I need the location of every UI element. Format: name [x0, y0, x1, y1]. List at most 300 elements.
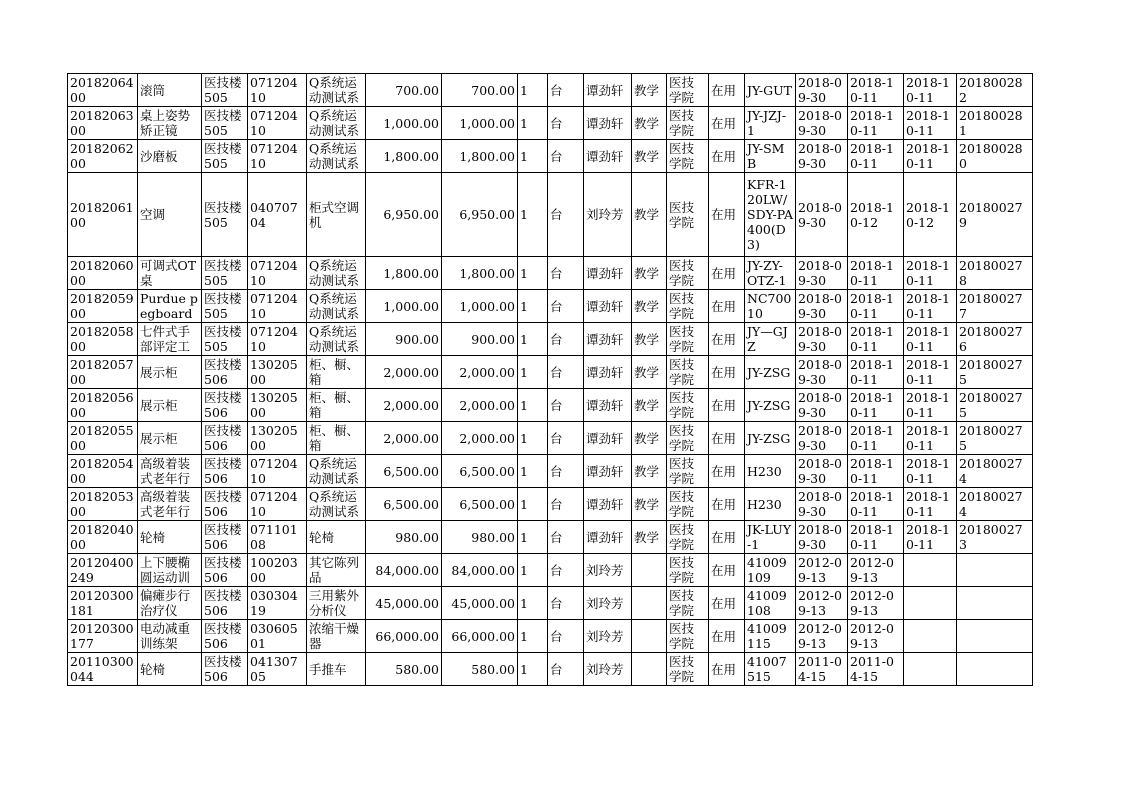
cell-class-code: 07120410 [248, 74, 307, 107]
cell-unit: 台 [548, 356, 584, 389]
cell-location: 医技楼505 [202, 74, 248, 107]
cell-asset-name: 高级着装式老年行 [138, 455, 202, 488]
cell-quantity: 1 [518, 488, 548, 521]
cell-unit-price: 45,000.00 [366, 587, 442, 620]
table-row [68, 356, 1033, 389]
cell-entry-date: 2018-10-11 [848, 521, 904, 554]
cell-unit: 台 [548, 290, 584, 323]
cell-model: 41009109 [745, 554, 796, 587]
cell-asset-name: 沙磨板 [138, 140, 202, 173]
cell-location: 医技楼506 [202, 554, 248, 587]
cell-unit: 台 [548, 323, 584, 356]
cell-asset-id: 20120300177 [68, 620, 138, 653]
cell-unit-price: 900.00 [366, 323, 442, 356]
cell-unit-price: 1,800.00 [366, 257, 442, 290]
cell-unit: 台 [548, 74, 584, 107]
cell-amount: 84,000.00 [442, 554, 518, 587]
cell-model: JY-ZSG [745, 356, 796, 389]
cell-user: 谭劲轩 [584, 290, 632, 323]
cell-user: 谭劲轩 [584, 521, 632, 554]
table-row [68, 140, 1033, 173]
cell-location: 医技楼506 [202, 620, 248, 653]
cell-booking-date: 2018-10-11 [904, 323, 957, 356]
cell-department: 医技学院 [667, 488, 709, 521]
cell-voucher-no: 201800278 [957, 257, 1033, 290]
cell-class-code: 13020500 [248, 356, 307, 389]
cell-asset-id: 20110300044 [68, 653, 138, 686]
table-row [68, 488, 1033, 521]
cell-department: 医技学院 [667, 422, 709, 455]
cell-user: 谭劲轩 [584, 323, 632, 356]
cell-asset-id: 2018205900 [68, 290, 138, 323]
cell-quantity: 1 [518, 173, 548, 257]
cell-usage: 教学 [632, 521, 667, 554]
cell-quantity: 1 [518, 422, 548, 455]
cell-voucher-no: 201800280 [957, 140, 1033, 173]
cell-class-name: Q系统运动测试系 [307, 107, 366, 140]
cell-asset-id: 2018206000 [68, 257, 138, 290]
cell-asset-id: 2018206200 [68, 140, 138, 173]
cell-usage: 教学 [632, 74, 667, 107]
cell-booking-date: 2018-10-11 [904, 290, 957, 323]
cell-voucher-no: 201800275 [957, 356, 1033, 389]
cell-model: JY-ZY-OTZ-1 [745, 257, 796, 290]
cell-department: 医技学院 [667, 653, 709, 686]
cell-asset-name: Purdue pegboard [138, 290, 202, 323]
cell-status: 在用 [709, 455, 745, 488]
cell-class-name: 轮椅 [307, 521, 366, 554]
cell-status: 在用 [709, 173, 745, 257]
cell-class-code: 13020500 [248, 422, 307, 455]
cell-asset-name: 展示柜 [138, 356, 202, 389]
cell-amount: 1,000.00 [442, 290, 518, 323]
cell-class-code: 07120410 [248, 488, 307, 521]
asset-table [67, 73, 1033, 686]
cell-model: JY-ZSG [745, 389, 796, 422]
cell-quantity: 1 [518, 140, 548, 173]
cell-entry-date: 2018-10-11 [848, 356, 904, 389]
cell-model: JK-LUY-1 [745, 521, 796, 554]
cell-location: 医技楼506 [202, 389, 248, 422]
cell-class-name: 浓缩干燥器 [307, 620, 366, 653]
cell-department: 医技学院 [667, 455, 709, 488]
cell-department: 医技学院 [667, 290, 709, 323]
table-row [68, 422, 1033, 455]
cell-voucher-no: 201800279 [957, 173, 1033, 257]
cell-quantity: 1 [518, 455, 548, 488]
cell-department: 医技学院 [667, 389, 709, 422]
cell-asset-name: 七件式手部评定工 [138, 323, 202, 356]
cell-purchase-date: 2018-09-30 [796, 74, 848, 107]
cell-location: 医技楼506 [202, 422, 248, 455]
cell-status: 在用 [709, 620, 745, 653]
cell-voucher-no: 201800274 [957, 488, 1033, 521]
cell-entry-date: 2018-10-11 [848, 257, 904, 290]
cell-model: JY-ZSG [745, 422, 796, 455]
cell-class-name: Q系统运动测试系 [307, 455, 366, 488]
table-row [68, 74, 1033, 107]
cell-status: 在用 [709, 74, 745, 107]
cell-location: 医技楼506 [202, 488, 248, 521]
cell-unit: 台 [548, 653, 584, 686]
cell-model: KFR-120LW/SDY-PA400(D3) [745, 173, 796, 257]
cell-booking-date: 2018-10-11 [904, 521, 957, 554]
cell-department: 医技学院 [667, 323, 709, 356]
cell-unit-price: 580.00 [366, 653, 442, 686]
cell-class-name: 柜、橱、箱 [307, 389, 366, 422]
cell-purchase-date: 2018-09-30 [796, 140, 848, 173]
cell-booking-date: 2018-10-11 [904, 356, 957, 389]
cell-purchase-date: 2018-09-30 [796, 107, 848, 140]
cell-purchase-date: 2018-09-30 [796, 257, 848, 290]
cell-status: 在用 [709, 653, 745, 686]
table-row [68, 587, 1033, 620]
cell-unit: 台 [548, 422, 584, 455]
cell-model: JY-GUT [745, 74, 796, 107]
cell-booking-date: 2018-10-11 [904, 257, 957, 290]
cell-purchase-date: 2018-09-30 [796, 455, 848, 488]
cell-voucher-no [957, 554, 1033, 587]
cell-asset-name: 轮椅 [138, 521, 202, 554]
cell-usage: 教学 [632, 107, 667, 140]
cell-user: 刘玲芳 [584, 653, 632, 686]
cell-department: 医技学院 [667, 173, 709, 257]
cell-quantity: 1 [518, 587, 548, 620]
cell-user: 谭劲轩 [584, 74, 632, 107]
cell-booking-date [904, 620, 957, 653]
cell-amount: 45,000.00 [442, 587, 518, 620]
cell-asset-name: 桌上姿势矫正镜 [138, 107, 202, 140]
cell-unit: 台 [548, 455, 584, 488]
cell-usage: 教学 [632, 140, 667, 173]
cell-asset-name: 高级着装式老年行 [138, 488, 202, 521]
cell-usage [632, 554, 667, 587]
cell-model: H230 [745, 455, 796, 488]
cell-status: 在用 [709, 587, 745, 620]
cell-usage: 教学 [632, 422, 667, 455]
cell-quantity: 1 [518, 389, 548, 422]
cell-location: 医技楼505 [202, 257, 248, 290]
cell-voucher-no: 201800276 [957, 323, 1033, 356]
cell-status: 在用 [709, 488, 745, 521]
cell-asset-id: 2018205700 [68, 356, 138, 389]
cell-amount: 580.00 [442, 653, 518, 686]
cell-usage: 教学 [632, 389, 667, 422]
cell-asset-name: 电动减重训练架 [138, 620, 202, 653]
cell-class-code: 03030419 [248, 587, 307, 620]
cell-voucher-no: 201800275 [957, 389, 1033, 422]
cell-class-name: Q系统运动测试系 [307, 257, 366, 290]
cell-status: 在用 [709, 356, 745, 389]
cell-entry-date: 2012-09-13 [848, 554, 904, 587]
cell-unit-price: 1,800.00 [366, 140, 442, 173]
cell-asset-name: 展示柜 [138, 422, 202, 455]
cell-class-code: 07120410 [248, 140, 307, 173]
cell-voucher-no: 201800277 [957, 290, 1033, 323]
cell-usage: 教学 [632, 257, 667, 290]
cell-department: 医技学院 [667, 107, 709, 140]
cell-user: 谭劲轩 [584, 107, 632, 140]
cell-quantity: 1 [518, 521, 548, 554]
cell-amount: 2,000.00 [442, 422, 518, 455]
cell-usage: 教学 [632, 488, 667, 521]
cell-asset-name: 可调式OT桌 [138, 257, 202, 290]
table-row [68, 620, 1033, 653]
cell-class-name: 柜、橱、箱 [307, 422, 366, 455]
cell-user: 谭劲轩 [584, 422, 632, 455]
cell-booking-date: 2018-10-11 [904, 107, 957, 140]
cell-asset-name: 上下腰椭圆运动训 [138, 554, 202, 587]
cell-entry-date: 2012-09-13 [848, 620, 904, 653]
cell-asset-id: 2018205400 [68, 455, 138, 488]
cell-class-code: 13020500 [248, 389, 307, 422]
cell-entry-date: 2018-10-11 [848, 455, 904, 488]
table-row [68, 257, 1033, 290]
cell-class-code: 04070704 [248, 173, 307, 257]
cell-department: 医技学院 [667, 587, 709, 620]
cell-booking-date: 2018-10-11 [904, 455, 957, 488]
cell-department: 医技学院 [667, 521, 709, 554]
cell-purchase-date: 2018-09-30 [796, 521, 848, 554]
cell-asset-id: 20120400249 [68, 554, 138, 587]
cell-voucher-no: 201800273 [957, 521, 1033, 554]
cell-class-name: Q系统运动测试系 [307, 488, 366, 521]
cell-unit: 台 [548, 554, 584, 587]
cell-unit-price: 6,500.00 [366, 488, 442, 521]
table-row [68, 173, 1033, 257]
cell-class-code: 07120410 [248, 323, 307, 356]
cell-model: JY-SMB [745, 140, 796, 173]
table-row [68, 290, 1033, 323]
cell-class-name: Q系统运动测试系 [307, 290, 366, 323]
table-row [68, 389, 1033, 422]
cell-class-code: 10020300 [248, 554, 307, 587]
cell-location: 医技楼505 [202, 290, 248, 323]
cell-entry-date: 2018-10-12 [848, 173, 904, 257]
cell-asset-name: 空调 [138, 173, 202, 257]
cell-booking-date: 2018-10-11 [904, 422, 957, 455]
cell-voucher-no: 201800281 [957, 107, 1033, 140]
table-row [68, 521, 1033, 554]
cell-usage: 教学 [632, 173, 667, 257]
cell-user: 刘玲芳 [584, 554, 632, 587]
cell-asset-id: 2018206100 [68, 173, 138, 257]
cell-unit-price: 6,500.00 [366, 455, 442, 488]
cell-purchase-date: 2012-09-13 [796, 587, 848, 620]
cell-user: 谭劲轩 [584, 488, 632, 521]
cell-voucher-no: 201800275 [957, 422, 1033, 455]
cell-user: 谭劲轩 [584, 455, 632, 488]
cell-status: 在用 [709, 140, 745, 173]
cell-entry-date: 2018-10-11 [848, 74, 904, 107]
cell-amount: 2,000.00 [442, 389, 518, 422]
cell-class-name: 其它陈列品 [307, 554, 366, 587]
cell-unit-price: 84,000.00 [366, 554, 442, 587]
cell-class-code: 07120410 [248, 290, 307, 323]
cell-model: H230 [745, 488, 796, 521]
cell-asset-id: 2018204000 [68, 521, 138, 554]
cell-entry-date: 2018-10-11 [848, 107, 904, 140]
cell-unit-price: 66,000.00 [366, 620, 442, 653]
cell-entry-date: 2018-10-11 [848, 488, 904, 521]
cell-usage [632, 653, 667, 686]
cell-entry-date: 2011-04-15 [848, 653, 904, 686]
cell-unit: 台 [548, 107, 584, 140]
cell-amount: 2,000.00 [442, 356, 518, 389]
cell-status: 在用 [709, 107, 745, 140]
cell-status: 在用 [709, 521, 745, 554]
cell-amount: 6,500.00 [442, 488, 518, 521]
cell-usage: 教学 [632, 455, 667, 488]
cell-asset-id: 2018206300 [68, 107, 138, 140]
cell-asset-name: 偏瘫步行治疗仪 [138, 587, 202, 620]
cell-entry-date: 2018-10-11 [848, 290, 904, 323]
cell-unit-price: 1,000.00 [366, 107, 442, 140]
cell-status: 在用 [709, 323, 745, 356]
cell-amount: 980.00 [442, 521, 518, 554]
cell-unit-price: 700.00 [366, 74, 442, 107]
cell-model: 41009115 [745, 620, 796, 653]
cell-booking-date: 2018-10-11 [904, 140, 957, 173]
cell-user: 谭劲轩 [584, 257, 632, 290]
cell-class-name: 柜、橱、箱 [307, 356, 366, 389]
cell-amount: 1,800.00 [442, 140, 518, 173]
cell-unit-price: 2,000.00 [366, 422, 442, 455]
cell-quantity: 1 [518, 74, 548, 107]
cell-amount: 6,950.00 [442, 173, 518, 257]
cell-department: 医技学院 [667, 620, 709, 653]
cell-purchase-date: 2018-09-30 [796, 173, 848, 257]
cell-amount: 1,800.00 [442, 257, 518, 290]
cell-asset-id: 2018205800 [68, 323, 138, 356]
cell-class-code: 07120410 [248, 107, 307, 140]
cell-amount: 900.00 [442, 323, 518, 356]
cell-quantity: 1 [518, 323, 548, 356]
cell-unit-price: 6,950.00 [366, 173, 442, 257]
cell-quantity: 1 [518, 257, 548, 290]
cell-class-name: Q系统运动测试系 [307, 140, 366, 173]
cell-department: 医技学院 [667, 74, 709, 107]
cell-user: 刘玲芳 [584, 587, 632, 620]
cell-class-code: 03060501 [248, 620, 307, 653]
cell-usage [632, 587, 667, 620]
cell-quantity: 1 [518, 620, 548, 653]
cell-model: 41009108 [745, 587, 796, 620]
cell-quantity: 1 [518, 653, 548, 686]
cell-location: 医技楼506 [202, 587, 248, 620]
cell-class-code: 07120410 [248, 257, 307, 290]
cell-voucher-no: 201800274 [957, 455, 1033, 488]
cell-user: 谭劲轩 [584, 356, 632, 389]
cell-status: 在用 [709, 422, 745, 455]
cell-asset-id: 2018205300 [68, 488, 138, 521]
cell-booking-date [904, 587, 957, 620]
cell-booking-date [904, 653, 957, 686]
cell-status: 在用 [709, 290, 745, 323]
cell-class-name: Q系统运动测试系 [307, 74, 366, 107]
cell-purchase-date: 2018-09-30 [796, 488, 848, 521]
cell-booking-date [904, 554, 957, 587]
cell-purchase-date: 2018-09-30 [796, 356, 848, 389]
cell-class-name: 手推车 [307, 653, 366, 686]
cell-status: 在用 [709, 389, 745, 422]
cell-booking-date: 2018-10-11 [904, 74, 957, 107]
cell-user: 刘玲芳 [584, 173, 632, 257]
cell-asset-name: 展示柜 [138, 389, 202, 422]
cell-model: 41007515 [745, 653, 796, 686]
table-row [68, 653, 1033, 686]
cell-location: 医技楼506 [202, 521, 248, 554]
cell-unit: 台 [548, 257, 584, 290]
cell-class-code: 07110108 [248, 521, 307, 554]
cell-unit: 台 [548, 620, 584, 653]
cell-entry-date: 2012-09-13 [848, 587, 904, 620]
cell-unit-price: 2,000.00 [366, 389, 442, 422]
cell-purchase-date: 2011-04-15 [796, 653, 848, 686]
cell-user: 谭劲轩 [584, 140, 632, 173]
cell-asset-id: 2018206400 [68, 74, 138, 107]
cell-location: 医技楼506 [202, 455, 248, 488]
table-row [68, 323, 1033, 356]
cell-department: 医技学院 [667, 140, 709, 173]
cell-usage: 教学 [632, 356, 667, 389]
table-row [68, 107, 1033, 140]
cell-asset-id: 20120300181 [68, 587, 138, 620]
cell-unit: 台 [548, 488, 584, 521]
cell-unit: 台 [548, 140, 584, 173]
table-row [68, 554, 1033, 587]
cell-voucher-no [957, 620, 1033, 653]
cell-model: JY-JZJ-1 [745, 107, 796, 140]
cell-entry-date: 2018-10-11 [848, 140, 904, 173]
cell-status: 在用 [709, 257, 745, 290]
cell-purchase-date: 2018-09-30 [796, 422, 848, 455]
cell-amount: 700.00 [442, 74, 518, 107]
cell-unit: 台 [548, 521, 584, 554]
cell-booking-date: 2018-10-11 [904, 488, 957, 521]
cell-amount: 6,500.00 [442, 455, 518, 488]
table-row [68, 455, 1033, 488]
cell-department: 医技学院 [667, 257, 709, 290]
cell-location: 医技楼505 [202, 323, 248, 356]
cell-class-name: 三用紫外分析仪 [307, 587, 366, 620]
cell-usage [632, 620, 667, 653]
cell-class-name: 柜式空调机 [307, 173, 366, 257]
cell-model: NC70010 [745, 290, 796, 323]
cell-asset-name: 轮椅 [138, 653, 202, 686]
cell-user: 刘玲芳 [584, 620, 632, 653]
cell-voucher-no: 201800282 [957, 74, 1033, 107]
cell-purchase-date: 2018-09-30 [796, 323, 848, 356]
cell-location: 医技楼506 [202, 356, 248, 389]
cell-purchase-date: 2018-09-30 [796, 389, 848, 422]
cell-department: 医技学院 [667, 356, 709, 389]
cell-user: 谭劲轩 [584, 389, 632, 422]
cell-entry-date: 2018-10-11 [848, 323, 904, 356]
cell-quantity: 1 [518, 290, 548, 323]
cell-purchase-date: 2018-09-30 [796, 290, 848, 323]
cell-location: 医技楼505 [202, 140, 248, 173]
cell-department: 医技学院 [667, 554, 709, 587]
cell-amount: 66,000.00 [442, 620, 518, 653]
cell-class-code: 07120410 [248, 455, 307, 488]
cell-quantity: 1 [518, 107, 548, 140]
cell-model: JY—GJZ [745, 323, 796, 356]
cell-unit-price: 980.00 [366, 521, 442, 554]
cell-location: 医技楼505 [202, 107, 248, 140]
cell-entry-date: 2018-10-11 [848, 389, 904, 422]
cell-quantity: 1 [518, 554, 548, 587]
